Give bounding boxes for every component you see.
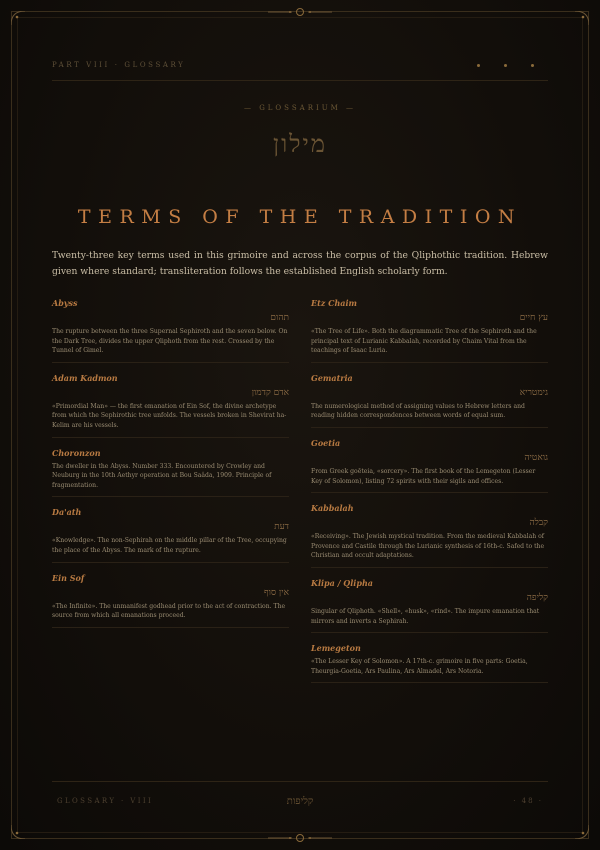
glossary-definition: From Greek goēteia, «sorcery». The first book of the Lemegeton (Lesser Key of Solomon), listing 72 spirits with their sigils and offices. [311,467,536,485]
glossary-entry [52,571,289,628]
footer-label: GLOSSARY · VIII [57,797,154,805]
glossary-hebrew: דעת [274,522,289,533]
page-title: TERMS OF THE TRADITION [77,206,523,228]
intro-paragraph: Twenty-three key terms used in this grimoire and across the corpus of the Qliphothic tradition. Hebrew given where standard; transliteration follows the established English scholarly form. [52,250,548,277]
glossary-term: Ein Sof [52,572,85,583]
glossary-term: Da'ath [52,507,82,518]
running-head [52,58,548,72]
glossary-term: Abyss [52,298,78,308]
glossary-hebrew: אדם קדמון [251,387,289,398]
glossary-column-left [52,296,289,636]
glossary-entry [52,371,289,438]
corner-ornament-icon [11,819,31,839]
glossary-entry [52,505,289,562]
glossary-hebrew: גימטריא [519,387,548,398]
glossary-definition: «Primordial Man» — the first emanation of Ein Sof, the divine archetype from which the Sephirothic tree unfolds. The vessels broken in Shevirat ha-Kelim are his vessels. [52,402,287,429]
corner-ornament-icon [569,819,589,839]
glossary-definition: «Knowledge». The non-Sephirah on the middle pillar of the Tree, occupying the place of the Abyss. The mark of the rupture. [52,537,287,554]
glossary-term: Goetia [311,437,341,448]
glossary-hebrew: עץ חיים [519,313,548,323]
glossary-term: Kabbalah [311,503,354,514]
glossary-entry [311,501,548,568]
corner-ornament-icon [11,11,31,31]
hebrew-title: מילון [272,130,327,158]
glossary-definition: The numerological method of assigning values to Hebrew letters and reading hidden correspondences between words of equal sum. [311,402,525,420]
glossary-hebrew: תהום [270,313,289,323]
glossary-entry [311,641,548,683]
running-head-label: PART VIII · GLOSSARY [52,61,186,69]
glossary-entry [52,446,289,498]
glossary-term: Adam Kadmon [52,372,118,383]
top-ornament-icon [268,4,332,20]
dot-ornament-icon [477,64,534,67]
glossary-term: Klipa / Qlipha [311,577,373,588]
glossary-term: Etz Chaim [311,298,357,308]
glossary-entry [311,371,548,428]
bottom-ornament-icon [268,830,332,846]
glossary-definition: The rupture between the three Supernal Sephiroth and the seven below. On the Dark Tree, divides the upper Qliphoth from the rest. Crossed by the Tunnel of Gimel. [52,328,288,355]
header-divider [52,80,548,81]
glossary-definition: The dweller in the Abyss. Number 333. Encountered by Crowley and Neuburg in the 10th Aethyr operation at Bou Saâda, 1909. Principle of fragmentation. [52,462,272,489]
glossary-term: Lemegeton [311,643,361,654]
footer-hebrew: קליפות [286,795,314,807]
glossary-hebrew: אין סוף [263,587,289,598]
glossary-term: Gematria [311,372,353,383]
glossary-definition: Singular of Qliphoth. «Shell», «husk», «rind». The impure emanation that mirrors and inverts a Sephirah. [311,607,540,625]
page-number: · 48 · [513,797,543,805]
glossary-term: Choronzon [52,447,101,458]
glossary-definition: «The Lesser Key of Solomon». A 17th-c. grimoire in five parts: Goetia, Theurgia-Goetia, Ars Paulina, Ars Almadel, Ars Notoria. [311,658,528,675]
glossary-entry [311,296,548,363]
glossary-hebrew: קליפה [526,592,548,603]
eyebrow-label: — GLOSSARIUM — [243,104,357,112]
glossary-definition: «Receiving». The Jewish mystical tradition. From the medieval Kabbalah of Provence and Castile through the Lurianic synthesis of 16th-c. Safed to the Christian and occult adaptations. [311,533,545,560]
glossary-definition: «The Infinite». The unmanifest godhead prior to the act of contraction. The source from which all emanations proceed. [52,602,286,620]
glossary-entry [311,576,548,633]
glossary-hebrew: קבלה [529,518,548,529]
glossary-column-right [311,296,548,691]
glossary-hebrew: גואטיה [524,452,548,463]
glossary-entry [311,436,548,493]
footer-divider [52,781,548,782]
footer [57,794,543,808]
glossary-definition: «The Tree of Life». Both the diagrammatic Tree of the Sephiroth and the principal text of Lurianic Kabbalah, recorded by Chaim Vital from the teachings of Isaac Luria. [311,328,537,355]
glossary-entry [52,296,289,363]
corner-ornament-icon [569,11,589,31]
